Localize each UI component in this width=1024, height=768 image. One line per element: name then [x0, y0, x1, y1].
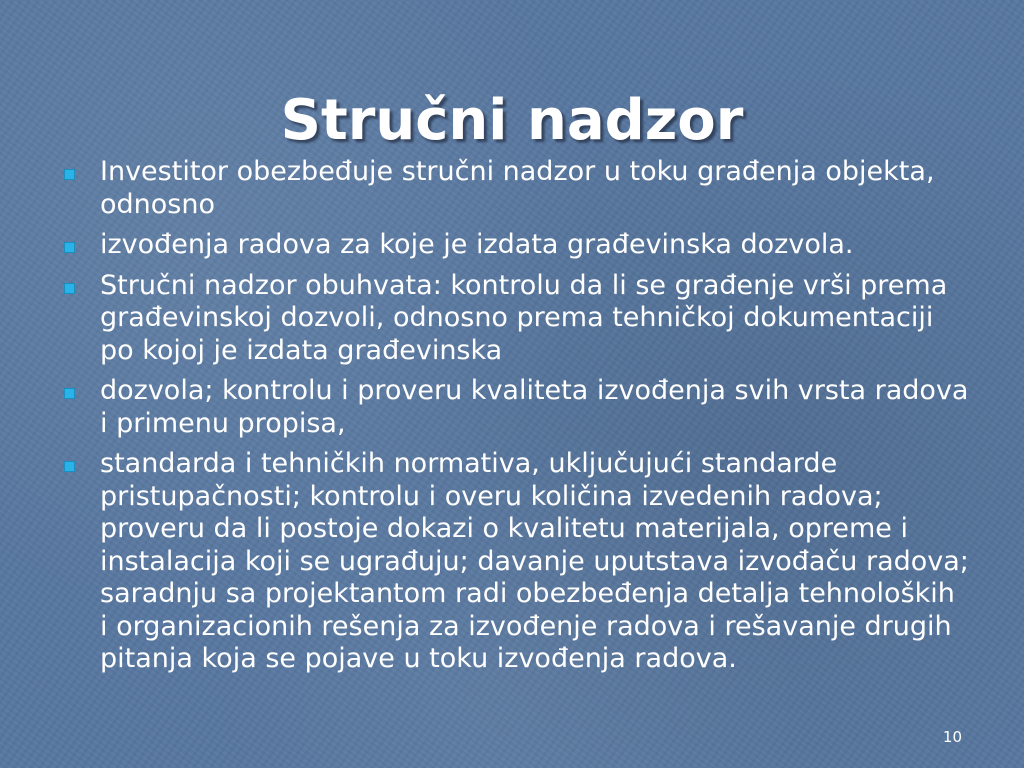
bullet-text: izvođenja radova za koje je izdata građevinska dozvola.: [100, 229, 854, 260]
bullet-item: [60, 156, 970, 221]
slide-title: Stručni nadzor: [280, 88, 744, 153]
bullet-text: dozvola; kontrolu i proveru kvaliteta izvođenja svih vrsta radova i primenu propisa,: [100, 375, 969, 439]
square-bullet-icon: [64, 169, 75, 180]
bullet-item: [60, 375, 970, 440]
square-bullet-icon: [64, 283, 75, 294]
bullet-item: [60, 448, 970, 676]
bullet-text: Investitor obezbeđuje stručni nadzor u toku građenja objekta, odnosno: [100, 156, 935, 220]
square-bullet-icon: [64, 461, 75, 472]
bullet-list: [60, 156, 970, 684]
bullet-item: [60, 229, 970, 262]
square-bullet-icon: [64, 388, 75, 399]
page-number: 10: [942, 728, 962, 746]
bullet-text: Stručni nadzor obuhvata: kontrolu da li se građenje vrši prema građevinskoj dozvoli, odnosno prema tehničkoj dokumentaciji po kojoj je izdata građevinska: [100, 269, 948, 366]
bullet-text: standarda i tehničkih normativa, uključujući standarde pristupačnosti; kontrolu i overu količina izvedenih radova; proveru da li postoje dokazi o kvalitetu materijala, opreme i instalacija koji se ugrađuju; davanje uputstava izvođaču radova; saradnju sa projektantom radi obezbeđenja detalja tehnoloških i organizacionih rešenja za izvođenje radova i rešavanje drugih pitanja koja se pojave u toku izvođenja radova.: [100, 448, 969, 674]
square-bullet-icon: [64, 242, 75, 253]
bullet-item: [60, 270, 970, 368]
